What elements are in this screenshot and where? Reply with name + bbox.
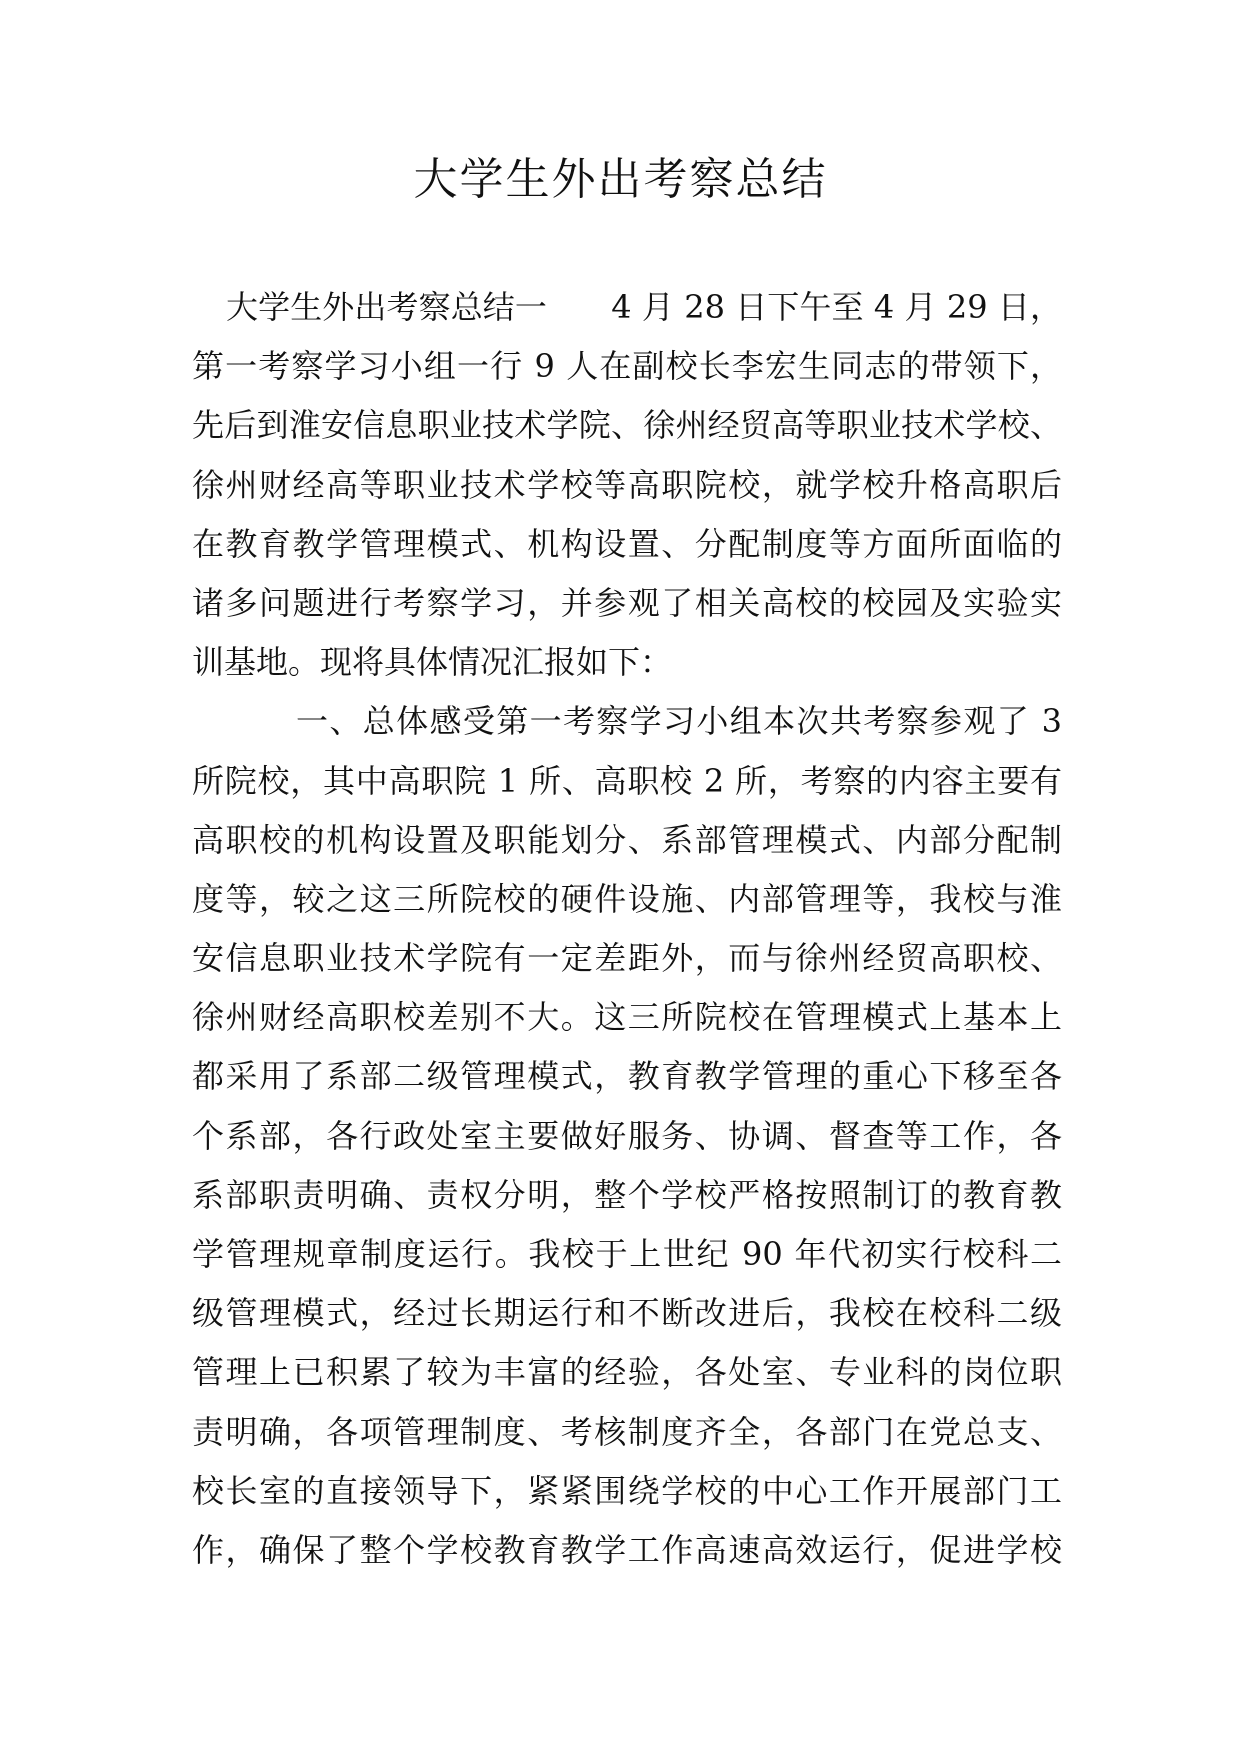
body-line: 校长室的直接领导下，紧紧围绕学校的中心工作开展部门工 xyxy=(192,1471,1062,1510)
document-body xyxy=(192,278,1062,1580)
document-title: 大学生外出考察总结 xyxy=(413,154,828,205)
body-line: 都采用了系部二级管理模式，教育教学管理的重心下移至各 xyxy=(192,1057,1062,1096)
body-line: 系部职责明确、责权分明，整个学校严格按照制订的教育教 xyxy=(192,1175,1062,1214)
body-line: 徐州财经高职校差别不大。这三所院校在管理模式上基本上 xyxy=(192,998,1062,1037)
body-line: 学管理规章制度运行。我校于上世纪 90 年代初实行校科二 xyxy=(192,1235,1062,1273)
body-line: 高职校的机构设置及职能划分、系部管理模式、内部分配制 xyxy=(192,820,1062,859)
body-line: 度等，较之这三所院校的硬件设施、内部管理等，我校与淮 xyxy=(192,879,1062,918)
body-line: 徐州财经高等职业技术学校等高职院校，就学校升格高职后 xyxy=(192,465,1062,504)
body-line: 所院校，其中高职院 1 所、高职校 2 所，考察的内容主要有 xyxy=(192,761,1062,800)
body-line: 一、总体感受第一考察学习小组本次共考察参观了 3 xyxy=(296,702,1062,741)
body-line: 责明确，各项管理制度、考核制度齐全，各部门在党总支、 xyxy=(192,1412,1062,1451)
body-line: 级管理模式，经过长期运行和不断改进后，我校在校科二级 xyxy=(192,1294,1062,1333)
body-line: 在教育教学管理模式、机构设置、分配制度等方面所面临的 xyxy=(192,524,1062,563)
body-line: 大学生外出考察总结一 4 月 28 日下午至 4 月 29 日， xyxy=(226,288,1062,326)
body-line: 诸多问题进行考察学习，并参观了相关高校的校园及实验实 xyxy=(192,583,1062,622)
body-line: 训基地。现将具体情况汇报如下： xyxy=(192,643,673,682)
body-line: 安信息职业技术学院有一定差距外，而与徐州经贸高职校、 xyxy=(192,939,1062,978)
body-line: 第一考察学习小组一行 9 人在副校长李宏生同志的带领下， xyxy=(192,347,1062,386)
body-line: 作，确保了整个学校教育教学工作高速高效运行，促进学校 xyxy=(192,1530,1062,1569)
body-line: 个系部，各行政处室主要做好服务、协调、督查等工作，各 xyxy=(192,1116,1062,1155)
body-line: 管理上已积累了较为丰富的经验，各处室、专业科的岗位职 xyxy=(192,1353,1062,1392)
body-line: 先后到淮安信息职业技术学院、徐州经贸高等职业技术学校、 xyxy=(192,406,1062,445)
